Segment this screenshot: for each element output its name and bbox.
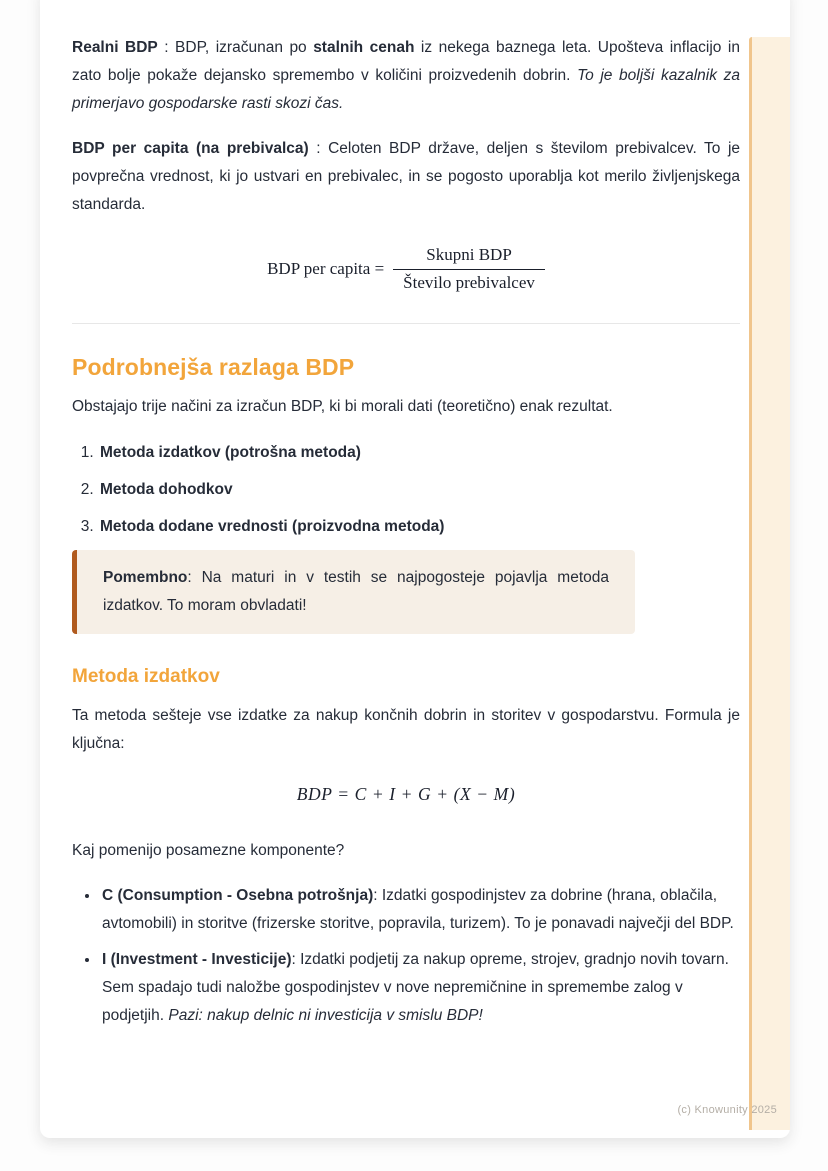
components-bullet-list — [72, 882, 740, 1030]
formula-bdp-per-capita — [72, 245, 740, 293]
paragraph-obstajajo: Obstajajo trije načini za izračun BDP, ki bi morali dati (teoretično) enak rezultat. — [72, 398, 613, 415]
methods-ordered-list — [72, 439, 740, 541]
bullet-item-consumption — [100, 882, 740, 938]
document-page — [40, 0, 790, 1138]
list-item-label: Metoda dodane vrednosti (proizvodna metoda) — [100, 518, 445, 535]
fraction-numerator: Skupni BDP — [393, 245, 545, 270]
paragraph-bdp-per-capita: BDP per capita (na prebivalca) : Celoten BDP države, deljen s številom prebivalcev. To je povprečna vrednost, ki jo ustvari en prebivalec, in se pogosto uporablja kot merilo življenjskega standarda. — [72, 140, 741, 213]
list-item-label: Metoda dohodkov — [100, 481, 233, 498]
bullet-item-investment — [100, 946, 740, 1030]
bullet-text: • C (Consumption - Osebna potrošnja): Izdatki gospodinjstev za dobrine (hrana, oblačila, avtomobili) in storitve (frizerske storitve, popravila, turizem). To je ponavadi največji del BDP. — [102, 887, 734, 932]
callout-text: Pomembno: Na maturi in v testih se najpogosteje pojavlja metoda izdatkov. To moram obvladati! — [103, 569, 609, 614]
formula-lhs: BDP per capita = — [267, 259, 385, 278]
list-item-metoda-dohodkov — [98, 476, 740, 504]
paragraph-kaj-pomenijo: Kaj pomenijo posamezne komponente? — [72, 842, 345, 859]
section-heading-podrobnejsa-razlaga: Podrobnejša razlaga BDP — [72, 354, 355, 380]
copyright-watermark: (c) Knowunity 2025 — [677, 1104, 777, 1116]
section-divider — [72, 323, 740, 324]
list-item-metoda-izdatkov — [98, 439, 740, 467]
bullet-text: • I (Investment - Investicije): Izdatki podjetij za nakup opreme, strojev, gradnjo novih tovarn. Sem spadajo tudi naložbe gospodinjstev v nove nepremičnine in spremembe zalog v podjetjih. Pazi: nakup delnic ni investicija v smislu BDP! — [102, 951, 729, 1024]
important-callout — [72, 550, 635, 634]
paragraph-realni-bdp: Realni BDP : BDP, izračunan po stalnih cenah iz nekega baznega leta. Upošteva inflacijo in zato bolje pokaže dejansko spremembo v količini proizvedenih dobrin. To je boljši kazalnik za primerjavo gospodarske rasti skozi čas. — [72, 39, 740, 112]
document-content — [40, 0, 790, 1030]
list-item-label: Metoda izdatkov (potrošna metoda) — [100, 444, 361, 461]
paragraph-ta-metoda: Ta metoda sešteje vse izdatke za nakup končnih dobrin in storitev v gospodarstvu. Formula je ključna: — [72, 707, 740, 752]
subsection-heading-metoda-izdatkov: Metoda izdatkov — [72, 666, 220, 687]
formula-text: BDP = C + I + G + (X − M) — [296, 784, 516, 804]
formula-fraction — [393, 245, 545, 293]
formula-bdp-expenditure — [72, 784, 740, 805]
fraction-denominator: Število prebivalcev — [403, 273, 535, 292]
list-item-metoda-dodane-vrednosti — [98, 513, 740, 541]
